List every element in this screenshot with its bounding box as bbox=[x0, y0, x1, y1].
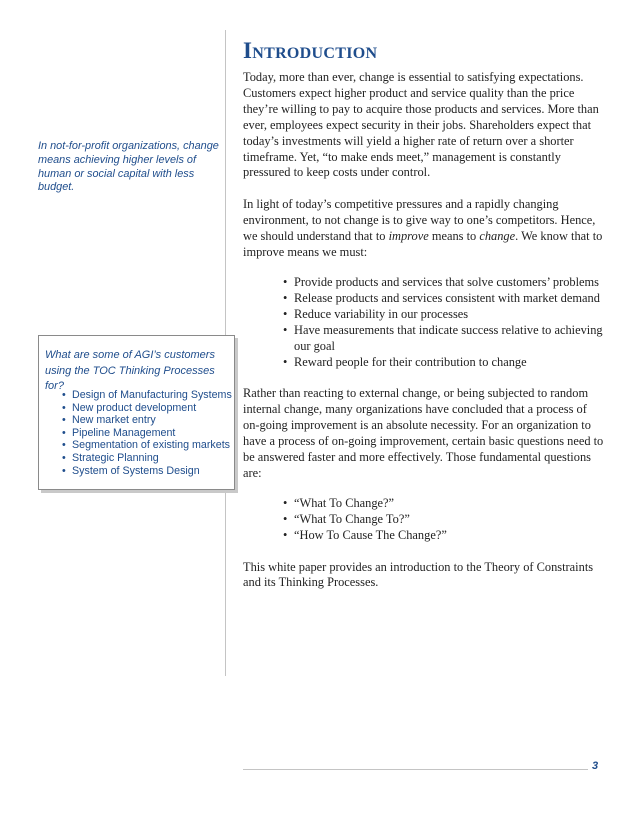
paragraph-text: means to bbox=[428, 229, 480, 244]
list-item: • Design of Manufacturing Systems bbox=[62, 389, 232, 402]
section-heading: Introduction bbox=[243, 38, 378, 63]
list-item: • “What To Change To?” bbox=[283, 512, 605, 528]
list-item: • Strategic Planning bbox=[62, 452, 232, 465]
list-item: • Provide products and services that solve customers’ problems bbox=[283, 275, 605, 291]
main-text bbox=[243, 70, 605, 607]
sidebar-note: In not-for-profit organizations, change means achieving higher levels of human or social capital with less budget. bbox=[38, 140, 219, 194]
page-number: 3 bbox=[592, 760, 599, 772]
list-item: • System of Systems Design bbox=[62, 465, 232, 478]
list-item: • New market entry bbox=[62, 414, 232, 427]
list-item: • Segmentation of existing markets bbox=[62, 439, 232, 452]
questions-list bbox=[283, 496, 605, 544]
paragraph-questions-intro: Rather than reacting to external change, or being subjected to random internal change, many organizations have concluded that a process of on-going improvement is an absolute necessity. For an organization to have a process of on-going improvement, certain basic questions need to be answered faster and more effectively. Those fundamental questions are: bbox=[243, 386, 604, 480]
customer-uses-callout bbox=[38, 335, 235, 490]
paragraph-text: . We know that to improve means we must: bbox=[243, 229, 603, 260]
list-item: • Reward people for their contribution to change bbox=[283, 355, 605, 371]
list-item: • “How To Cause The Change?” bbox=[283, 528, 605, 544]
paragraph-text: In light of today’s competitive pressures and a rapidly changing environment, to not change is to give way to one’s competitors. Hence, we should understand that to bbox=[243, 197, 596, 244]
emphasis-improve: improve bbox=[388, 229, 429, 244]
emphasis-change: change bbox=[479, 229, 516, 244]
paragraph-closing: This white paper provides an introduction to the Theory of Constraints and its Thinking Processes. bbox=[243, 559, 594, 590]
footer-rule bbox=[243, 769, 588, 770]
list-item: • Pipeline Management bbox=[62, 427, 232, 440]
callout-title: What are some of AGI’s customers using the TOC Thinking Processes for? bbox=[45, 349, 215, 392]
must-list bbox=[283, 275, 605, 370]
list-item: • Have measurements that indicate success relative to achieving our goal bbox=[283, 323, 605, 355]
callout-list bbox=[62, 389, 232, 477]
list-item: • Reduce variability in our processes bbox=[283, 307, 605, 323]
paragraph-intro: Today, more than ever, change is essential to satisfying expectations. Customers expect higher product and service quality than the price they’re willing to pay to acquire those products and services. More than ever, employees expect security in their jobs. Shareholders expect that today’s investments will yield a higher rate of return over a shorter timeframe. Yet, “to make ends meet,” management is constantly pressured to keep costs under control. bbox=[243, 70, 599, 180]
list-item: • Release products and services consistent with market demand bbox=[283, 291, 605, 307]
list-item: • New product development bbox=[62, 402, 232, 415]
list-item: • “What To Change?” bbox=[283, 496, 605, 512]
paragraph-improve bbox=[243, 197, 605, 261]
